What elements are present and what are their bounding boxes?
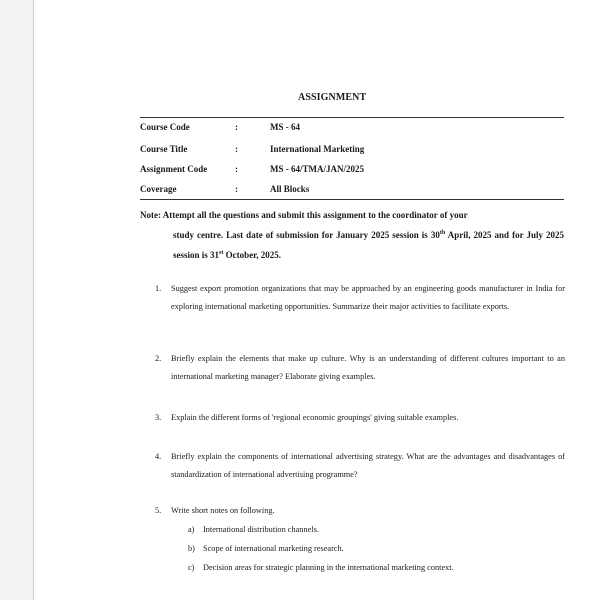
info-label: Assignment Code bbox=[140, 164, 208, 174]
info-label: Coverage bbox=[140, 184, 177, 194]
subitem-letter: a) bbox=[188, 525, 195, 534]
question-number: 4. bbox=[155, 452, 162, 461]
info-value: MS - 64/TMA/JAN/2025 bbox=[270, 164, 364, 174]
note-sup-a: th bbox=[439, 230, 446, 236]
note-line1: Attempt all the questions and submit this assignment to the coordinator of your bbox=[162, 210, 468, 220]
page-left-margin bbox=[0, 0, 34, 600]
question-1 bbox=[155, 280, 565, 316]
question-2 bbox=[155, 350, 565, 386]
subitem-c bbox=[188, 559, 564, 577]
subitem-letter: b) bbox=[188, 544, 195, 553]
note-rest-a: study centre. Last date of submission for January 2025 session is 30 bbox=[173, 230, 440, 240]
question-3 bbox=[155, 409, 565, 427]
table-top-rule bbox=[140, 117, 564, 118]
question-text: Suggest export promotion organizations that may be approached by an engineering goods manufacturer in India for exploring international marketing opportunities. Summarize their major activities to facilitate exports. bbox=[171, 284, 565, 311]
question-5 bbox=[155, 502, 565, 520]
info-row-assignment-code bbox=[140, 164, 564, 178]
question-number: 3. bbox=[155, 413, 162, 422]
question-number: 1. bbox=[155, 284, 162, 293]
note-label: Note: bbox=[140, 210, 161, 220]
subitem-b bbox=[188, 540, 564, 558]
info-row-course-title bbox=[140, 144, 564, 158]
subitem-text: Scope of international marketing research. bbox=[203, 544, 344, 553]
subitem-text: Decision areas for strategic planning in the international marketing context. bbox=[203, 563, 454, 572]
note-rest-b: April, 2025 and for July 2025 session is 31 bbox=[173, 230, 564, 260]
info-colon: : bbox=[235, 164, 238, 174]
info-row-coverage bbox=[140, 184, 564, 198]
note-first-line bbox=[140, 206, 564, 224]
info-colon: : bbox=[235, 184, 238, 194]
page-title: ASSIGNMENT bbox=[298, 92, 367, 103]
subitem-letter: c) bbox=[188, 563, 195, 572]
question-number: 2. bbox=[155, 354, 162, 363]
note-rest bbox=[140, 224, 564, 264]
question-number: 5. bbox=[155, 506, 162, 515]
subitem-a bbox=[188, 521, 564, 539]
table-bottom-rule bbox=[140, 199, 564, 200]
submission-note bbox=[140, 206, 564, 264]
info-label: Course Code bbox=[140, 122, 190, 132]
info-colon: : bbox=[235, 144, 238, 154]
subitem-text: International distribution channels. bbox=[203, 525, 319, 534]
question-text: Briefly explain the elements that make up culture. Why is an understanding of different cultures important to an international marketing manager? Elaborate giving examples. bbox=[171, 354, 565, 381]
info-value: International Marketing bbox=[270, 144, 365, 154]
info-value: All Blocks bbox=[270, 184, 310, 194]
question-text: Explain the different forms of 'regional economic groupings' giving suitable examples. bbox=[171, 413, 459, 422]
note-sup-b: st bbox=[219, 250, 224, 256]
question-text: Briefly explain the components of international advertising strategy. What are the advantages and disadvantages of standardization of international advertising programme? bbox=[171, 452, 565, 479]
info-row-course-code bbox=[140, 122, 564, 136]
info-label: Course Title bbox=[140, 144, 188, 154]
note-rest-c: October, 2025. bbox=[223, 250, 282, 260]
info-colon: : bbox=[235, 122, 238, 132]
info-value: MS - 64 bbox=[270, 122, 300, 132]
question-text: Write short notes on following. bbox=[171, 506, 275, 515]
question-4 bbox=[155, 448, 565, 484]
